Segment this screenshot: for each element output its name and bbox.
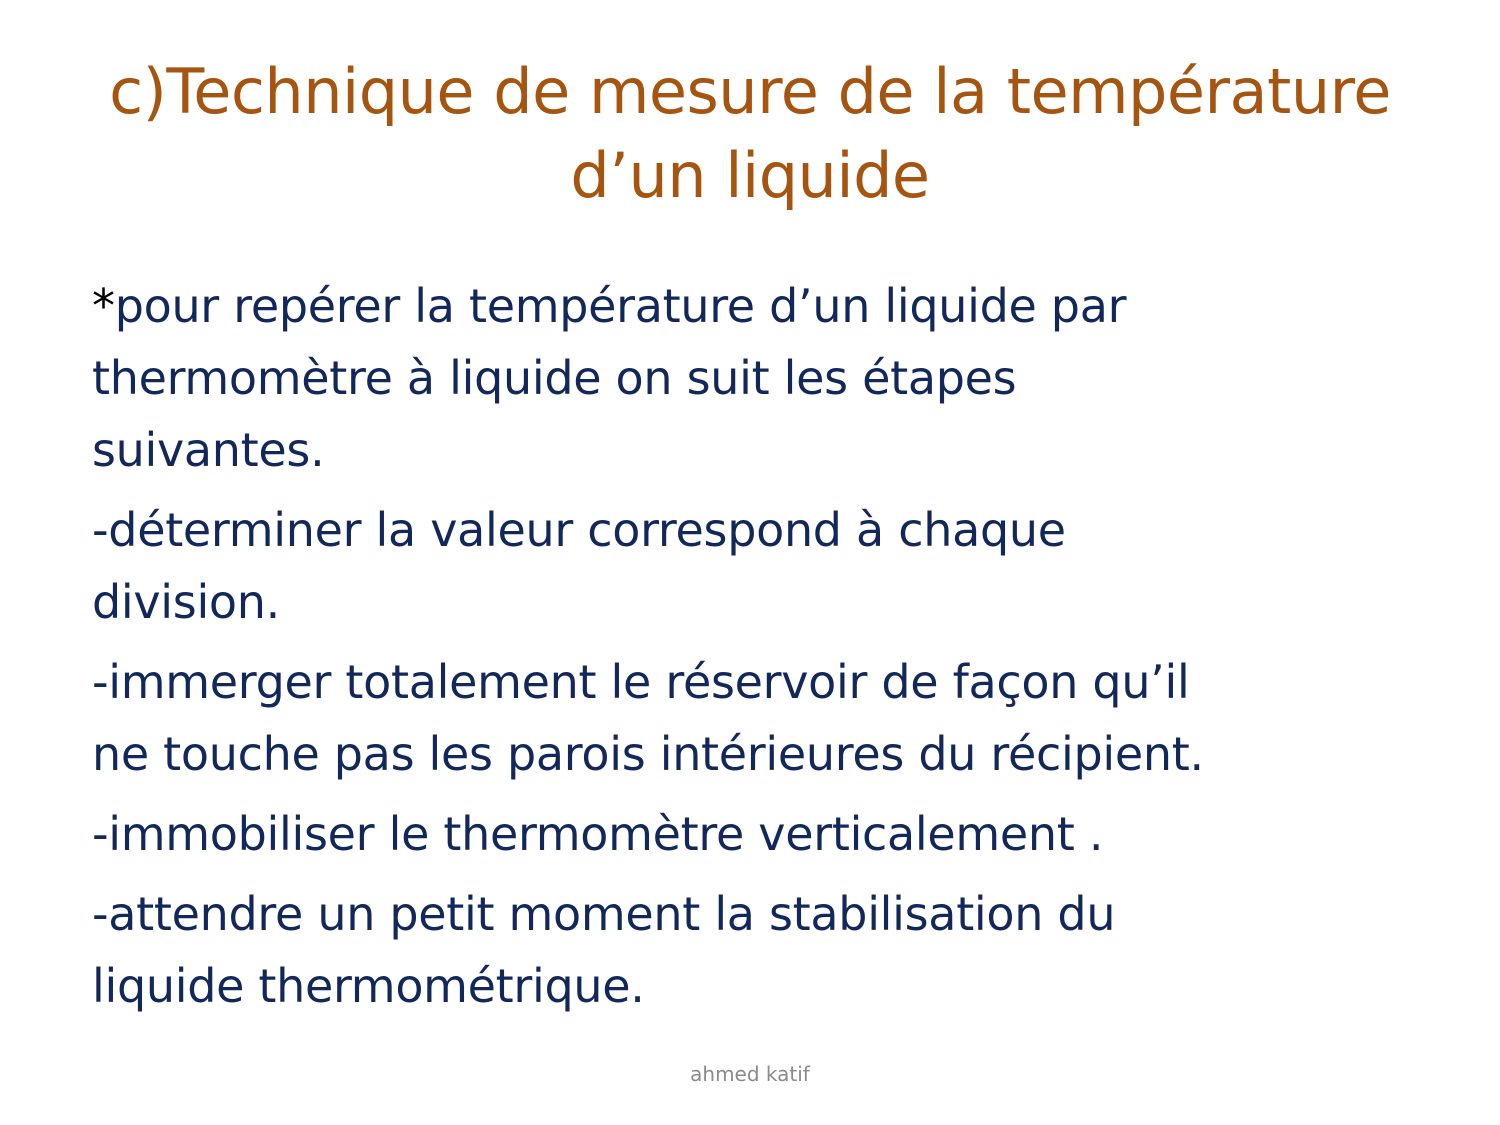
slide-title	[20, 50, 1480, 218]
slide-body	[92, 270, 1452, 1030]
step-1-line-2: division.	[92, 575, 280, 629]
step-2-line-2: ne touche pas les parois intérieures du récipient.	[92, 727, 1204, 781]
intro-line-1	[92, 270, 1452, 342]
intro-line-2: thermomètre à liquide on suit les étapes	[92, 351, 1017, 405]
step-2-line-1: -immerger totalement le réservoir de façon qu’il	[92, 655, 1190, 709]
step-3	[92, 798, 1452, 870]
step-2	[92, 646, 1452, 790]
step-3-line-1: -immobiliser le thermomètre verticalement .	[92, 807, 1104, 861]
step-4-line-2: liquide thermométrique.	[92, 959, 645, 1013]
intro-paragraph	[92, 270, 1452, 486]
footer-author: ahmed katif	[690, 1062, 810, 1086]
intro-line-1-text: pour repérer la température d’un liquide par	[114, 279, 1127, 333]
step-4	[92, 878, 1452, 1022]
intro-bullet: *	[92, 279, 115, 333]
slide-title-line-1: c)Technique de mesure de la température	[109, 55, 1391, 128]
slide-title-line-2: d’un liquide	[570, 139, 930, 212]
step-4-line-1: -attendre un petit moment la stabilisation du	[92, 887, 1116, 941]
step-1	[92, 494, 1452, 638]
intro-line-3: suivantes.	[92, 423, 325, 477]
step-1-line-1: -déterminer la valeur correspond à chaque	[92, 503, 1066, 557]
